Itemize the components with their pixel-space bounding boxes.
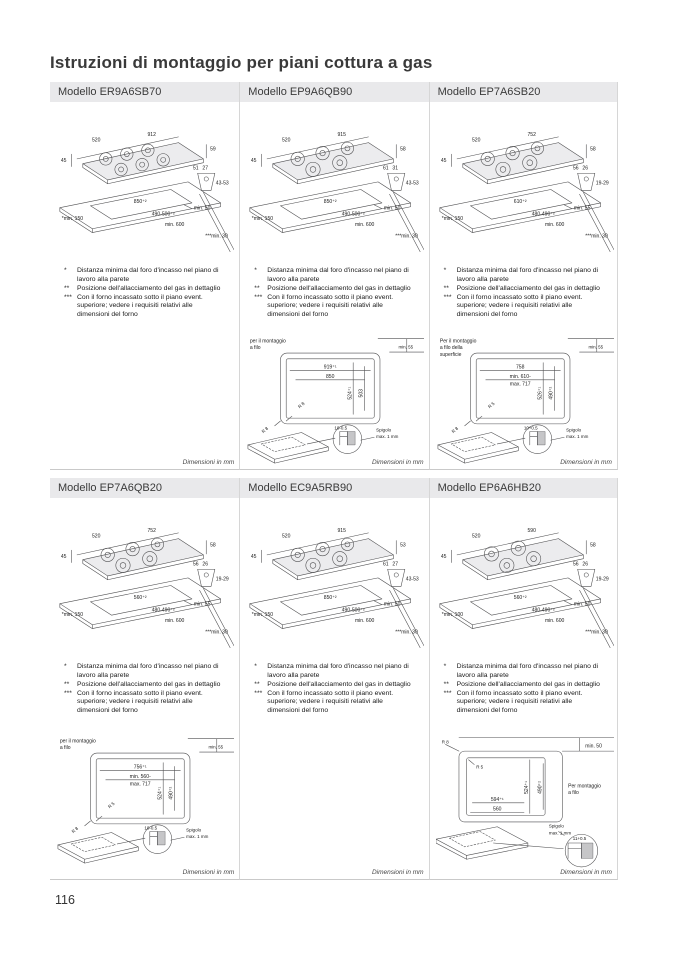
footnote [444,267,613,285]
radius-outer-label: R 8 [441,739,449,745]
dim-depth-1: 524⁺¹ [347,386,354,400]
drawing-geometry [436,738,614,867]
footnote [444,663,613,681]
panel-row-2 [50,478,618,880]
dim-b: 27 [202,165,209,172]
dim-b: 31 [392,165,399,172]
dim-min-rear: ***min. 30 [584,233,608,240]
hob-installation-diagram [56,508,234,661]
dim-cutout-width: 850⁺² [324,594,337,601]
dim-edge-depth: 10-0.5 [334,425,348,431]
main-drawing [436,508,613,661]
dim-width-left: 520 [282,137,291,144]
dim-outer-width: 594⁺¹ [490,796,504,803]
dim-cutout-width: 610⁺² [513,198,527,205]
footnote [64,285,235,294]
footnotes [444,267,613,320]
radius-outer-label: R 8 [260,425,270,435]
footnote-marker: * [443,663,447,671]
drawing-geometry [438,339,614,463]
hob-installation-diagram [246,112,424,265]
dim-b: 27 [392,561,399,568]
hob-installation-diagram [246,508,424,661]
edge-label-2: max. 1 mm [186,834,209,840]
dim-width-top: 752 [147,527,156,534]
dim-min-rear: ***min. 30 [205,233,228,240]
dim-depth-1: 524⁺¹ [157,786,164,800]
dim-depth-2: 490⁺² [548,386,555,400]
footnote-text: Con il forno incassato sotto il piano event. superiore; vedere i requisiti relativi alle dimensioni del forno [77,293,203,319]
flush-title: per il montaggio [59,738,96,745]
footnote [254,681,424,690]
footnote-text: Distanza minima dal foro d'incasso nel piano di lavoro alla parete [267,663,409,679]
dim-a: 61 [383,165,389,172]
radius-inner-label: R 5 [486,401,496,410]
panel-header-model: Modello ER9A6SB70 [50,82,239,102]
footnote [444,294,613,320]
radius-inner-label: R 5 [475,764,483,770]
footnote-marker: ** [254,680,260,688]
dim-connection-range: 43-53 [215,180,229,187]
flush-mount-diagram [56,732,234,866]
flush-mount-diagram [436,332,614,466]
dim-min-front: min. 600 [164,617,185,624]
footnote [444,681,613,690]
main-drawing [56,112,235,265]
footnote-text: Distanza minima dal foro d'incasso nel piano di lavoro alla parete [456,663,599,679]
footnote-marker: *** [254,689,263,697]
dim-outer-width: 758 [515,364,525,371]
footnote [254,663,424,681]
drawing-geometry [248,339,424,463]
hob-installation-diagram [436,508,614,661]
dim-min-left: *min. 100 [441,612,463,619]
dim-cutout-depth: 490-500⁺² [342,607,365,614]
panel-header-model: Modello EP7A6SB20 [430,82,617,102]
dim-min-right: min. 55 [193,601,211,608]
dim-cutout-width: 850⁺² [324,198,337,205]
dim-height-left: 45 [440,553,447,560]
panel-ep9a6qb90 [239,82,428,470]
panel-ec9a5rb90 [239,478,428,880]
dim-b: 26 [202,561,209,568]
dim-cutout-depth: 490-500⁺² [342,211,365,218]
footnotes [444,663,613,716]
dim-cutout-width: 560⁺² [133,594,147,601]
footnote-marker: * [254,663,257,671]
dim-depth-1: 526⁺¹ [536,386,543,400]
dim-b: 26 [582,165,588,172]
edge-label: Spigolo [186,827,202,833]
hob-installation-diagram [436,112,614,265]
footnote-marker: * [443,267,447,275]
footnote-text: Posizione dell'allacciamento del gas in dettaglio [77,680,221,688]
dim-width-top: 915 [337,131,347,138]
flush-title-2: a filo [59,745,71,752]
dim-width-left: 520 [91,137,101,144]
footnote-marker: ** [443,284,449,292]
dim-connection-range: 19-29 [595,576,609,583]
dim-min-front: min. 600 [544,221,564,228]
dim-outer-width: 919⁺¹ [324,364,337,371]
panel-er9a6sb70 [50,82,239,470]
dim-width-left: 520 [91,533,101,540]
dim-edge-height: 59 [210,146,216,153]
footnote-text: Distanza minima dal foro d'incasso nel piano di lavoro alla parete [77,267,219,283]
footnote-marker: ** [64,680,70,688]
dim-min-top: min. 55 [208,744,224,750]
footnote-marker: *** [443,293,452,301]
edge-label-2: max. 1 mm [548,830,571,836]
main-drawing [246,508,424,661]
footnote-text: Con il forno incassato sotto il piano event. superiore; vedere i requisiti relativi alle dimensioni del forno [456,689,583,715]
radius-inner-label: R 8 [297,401,306,410]
panel-header-model: Modello EP9A6QB90 [240,82,428,102]
footnote-text: Con il forno incassato sotto il piano event. superiore; vedere i requisiti relativi alle dimensioni del forno [77,689,203,715]
footnote-marker: *** [64,689,72,697]
dim-edge-height: 53 [400,542,407,549]
footnote [254,267,424,285]
dim-edge-height: 58 [400,146,407,153]
dim-min-right: min. 50 [384,205,401,212]
flush-mount-drawing [56,732,235,866]
footnotes [64,663,235,716]
dim-width-left: 520 [471,533,481,540]
flush-title-2: a filo della [439,345,463,352]
dim-height-left: 45 [60,157,67,164]
footnote-text: Distanza minima dal foro d'incasso nel piano di lavoro alla parete [267,267,409,283]
footnote-marker: *** [254,293,263,301]
dim-edge-height: 58 [210,542,216,549]
footnote-marker: *** [64,293,72,301]
dim-inner-width: min. 610- [509,374,531,381]
dim-min-rear: ***min. 30 [395,233,419,240]
footnote-marker: * [64,267,67,275]
flush-mount-drawing [246,332,424,466]
dim-a: 56 [192,561,199,568]
panel-header-model: Modello EP6A6HB20 [430,478,617,498]
dim-min-top: min. 50 [584,743,602,750]
dim-inner-width: min. 560- [129,774,151,781]
footnote-marker: *** [443,689,452,697]
dim-edge-height: 58 [589,542,596,549]
footnote [254,690,424,716]
footnotes [64,267,235,320]
dimensions-note: Dimensioni in mm [560,459,612,466]
footnote-marker: * [64,663,67,671]
dim-a: 61 [383,561,389,568]
dim-min-left: *min. 150 [252,612,274,619]
dim-cutout-width: 850⁺² [133,198,147,205]
flush-mount-diagram [436,732,614,876]
footnote-text: Con il forno incassato sotto il piano event. superiore; vedere i requisiti relativi alle dimensioni del forno [267,293,394,319]
dim-edge-depth: 10-0.5 [144,825,158,831]
edge-label: Spigolo [548,823,564,829]
flush-mount-diagram [246,332,424,466]
footnote [444,690,613,716]
edge-label-2: max. 1 mm [376,434,399,440]
panel-grid [50,82,618,880]
dimensions-note: Dimensioni in mm [182,459,235,466]
drawing-geometry [58,739,234,863]
flush-title: per il montaggio [250,338,287,345]
footnote-text: Con il forno incassato sotto il piano event. superiore; vedere i requisiti relativi alle dimensioni del forno [456,293,583,319]
main-drawing [246,112,424,265]
footnote-marker: * [254,267,257,275]
dim-width-left: 520 [471,137,481,144]
edge-label-2: max. 1 mm [565,434,588,440]
footnote [254,294,424,320]
dim-min-front: min. 600 [544,617,564,624]
dim-cutout-depth: 480-490⁺² [531,607,555,614]
footnote-marker: ** [254,284,260,292]
dim-min-right: min. 55 [573,205,591,212]
dim-edge-depth: 11+0.5 [572,836,586,842]
page-number: 116 [55,893,75,907]
dim-cutout-width: 560⁺² [513,594,527,601]
dim-height-left: 45 [251,157,257,164]
dim-width-top: 915 [337,527,347,534]
footnote-text: Con il forno incassato sotto il piano event. superiore; vedere i requisiti relativi alle dimensioni del forno [267,689,394,715]
dim-a: 56 [572,165,579,172]
dim-connection-range: 43-53 [406,180,420,187]
panel-row-1 [50,82,618,470]
dim-depth-2: 503 [359,389,366,398]
dim-cutout-depth: 480-490⁺² [151,607,175,614]
radius-inner-label: R 5 [107,801,116,810]
dim-width-top: 590 [527,527,536,534]
dim-height-left: 45 [60,553,67,560]
flush-mount-drawing [436,332,613,466]
dim-min-left: *min. 150 [441,216,463,223]
dim-connection-range: 43-53 [406,576,420,583]
flush-title-2: a filo [250,345,261,352]
main-drawing [56,508,235,661]
dim-depth-1: 524⁺¹ [523,781,530,794]
footnote [64,690,235,716]
footnote-text: Posizione dell'allacciamento del gas in dettaglio [267,284,411,292]
footnote [444,285,613,294]
hob-installation-diagram [56,112,234,265]
footnote [254,285,424,294]
footnote-text: Posizione dell'allacciamento del gas in dettaglio [77,284,221,292]
flush-title-2: a filo [567,790,579,797]
dim-min-top: min. 55 [398,344,414,350]
dimensions-note: Dimensioni in mm [371,459,424,466]
dim-min-front: min. 600 [355,221,375,228]
footnotes [254,267,424,320]
flush-title-3: superficie [439,352,462,359]
footnote [64,267,235,285]
dimensions-note: Dimensioni in mm [182,869,235,876]
dim-min-front: min. 600 [164,221,185,228]
footnote-text: Posizione dell'allacciamento del gas in dettaglio [456,284,600,292]
footnote [64,681,235,690]
dim-min-right: min. 50 [384,601,401,608]
dim-a: 56 [572,561,579,568]
dim-inner-width: 560 [492,806,502,813]
dim-min-rear: ***min. 30 [395,629,419,636]
flush-title: Per il montaggio [439,338,477,345]
footnote-text: Distanza minima dal foro d'incasso nel piano di lavoro alla parete [456,267,599,283]
dim-height-left: 45 [251,553,257,560]
dim-inner-width-2: max. 717 [509,381,531,388]
edge-label: Spigolo [376,427,392,433]
panel-header-model: Modello EC9A5RB90 [240,478,428,498]
dim-edge-height: 58 [589,146,596,153]
dim-connection-range: 19-29 [215,576,229,583]
dim-cutout-depth: 490-500⁺² [151,211,175,218]
dim-min-right: min. 50 [573,601,591,608]
dimensions-note: Dimensioni in mm [371,869,424,876]
dim-height-left: 45 [440,157,447,164]
dim-width-top: 912 [147,131,156,138]
dim-edge-depth: 10+0.5 [523,425,538,431]
dim-outer-width: 756⁺¹ [133,764,147,771]
dim-depth-2: 490⁺² [168,786,175,800]
dim-width-top: 752 [527,131,536,138]
flush-title: Per montaggio [567,783,601,790]
main-drawing [436,112,613,265]
panel-ep7a6qb20 [50,478,239,880]
dim-min-right: min. 50 [193,205,211,212]
footnote [64,663,235,681]
footnote [64,294,235,320]
edge-label: Spigolo [565,427,581,433]
dim-cutout-depth: 480-490⁺² [531,211,555,218]
dim-min-top: min. 55 [588,344,603,350]
flush-mount-drawing [436,732,613,876]
dim-connection-range: 19-29 [595,180,609,187]
footnote-text: Posizione dell'allacciamento del gas in dettaglio [456,680,600,688]
dim-a: 51 [192,165,199,172]
footnote-marker: ** [443,680,449,688]
dim-min-front: min. 600 [355,617,375,624]
dim-inner-width-2: max. 717 [129,781,151,788]
radius-outer-label: R 8 [450,425,459,435]
footnote-text: Distanza minima dal foro d'incasso nel piano di lavoro alla parete [77,663,219,679]
panel-ep7a6sb20 [429,82,618,470]
dim-min-left: *min. 150 [61,612,84,619]
panel-header-model: Modello EP7A6QB20 [50,478,239,498]
footnotes [254,663,424,716]
page-title: Istruzioni di montaggio per piani cottura a gas [50,53,433,73]
dimensions-note: Dimensioni in mm [560,869,612,876]
radius-outer-label: R 8 [70,825,80,835]
dim-min-left: *min. 150 [252,216,274,223]
dim-width-left: 520 [282,533,291,540]
dim-depth-2: 490⁺² [536,781,543,794]
dim-inner-width: 850 [326,374,335,381]
dim-min-left: *min. 150 [61,216,84,223]
dim-b: 26 [582,561,588,568]
dim-min-rear: ***min. 30 [584,629,608,636]
footnote-text: Posizione dell'allacciamento del gas in dettaglio [267,680,411,688]
dim-min-rear: ***min. 30 [205,629,228,636]
footnote-marker: ** [64,284,70,292]
panel-ep6a6hb20 [429,478,618,880]
